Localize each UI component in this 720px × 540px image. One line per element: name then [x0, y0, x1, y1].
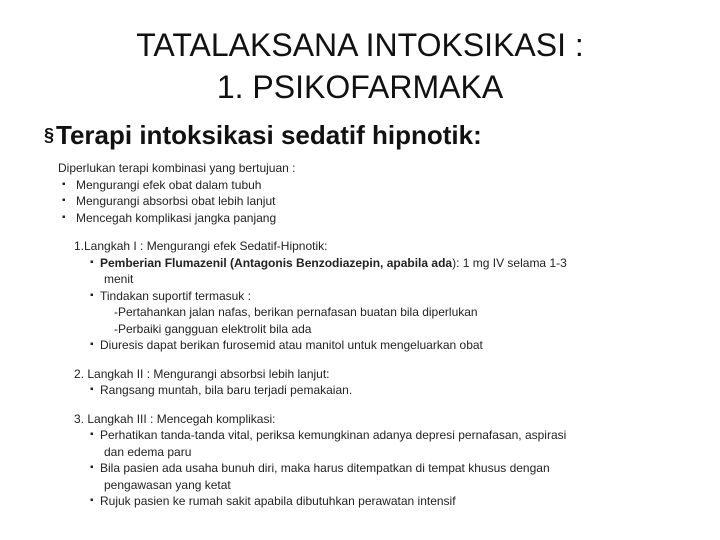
flumazenil-bold-text: Pemberian Flumazenil (Antagonis Benzodiazepin, apabila ada — [100, 255, 453, 270]
step1-sub-item: -Perbaiki gangguan elektrolit bila ada — [114, 321, 312, 336]
intro-item: ▪ Mencegah komplikasi jangka panjang — [58, 210, 618, 227]
step1-heading: 1.Langkah I : Mengurangi efek Sedatif-Hipnotik: — [74, 239, 328, 253]
flumazenil-rest-text: ): 1 mg IV selama 1-3 — [452, 255, 567, 270]
step3-item: ▪ Perhatikan tanda-tanda vital, periksa kemungkinan adanya depresi pernafasan, aspirasi — [58, 427, 618, 444]
subtitle-text: Terapi intoksikasi sedatif hipnotik: — [56, 120, 482, 150]
step1-diuresis: ▪ Diuresis dapat berikan furosemid atau manitol untuk mengeluarkan obat — [58, 337, 618, 354]
step3-item: ▪ Rujuk pasien ke rumah sakit apabila dibutuhkan perawatan intensif — [58, 493, 618, 510]
slide-title — [0, 24, 720, 108]
step3-heading: 3. Langkah III : Mencegah komplikasi: — [74, 411, 276, 426]
step1-suportif: ▪ Tindakan suportif termasuk : — [58, 288, 618, 305]
step3-item-cont: dan edema paru — [104, 444, 192, 459]
step1-flumazenil — [58, 255, 618, 272]
title-line-1: TATALAKSANA INTOKSIKASI : — [136, 27, 584, 63]
intro-item: ▪ Mengurangi absorbsi obat lebih lanjut — [58, 193, 618, 210]
slide-subtitle — [44, 120, 482, 151]
step1-flumazenil-cont: menit — [104, 272, 134, 286]
intro-text: Diperlukan terapi kombinasi yang bertujuan : — [58, 161, 296, 175]
title-line-2: 1. PSIKOFARMAKA — [216, 69, 504, 105]
step2-heading: 2. Langkah II : Mengurangi absorbsi lebih lanjut: — [74, 366, 330, 381]
slide-content — [58, 160, 618, 510]
step1-sub-item: -Pertahankan jalan nafas, berikan pernafasan buatan bila diperlukan — [114, 305, 478, 319]
step3-item-cont: pengawasan yang ketat — [104, 477, 231, 492]
step3-item: ▪ Bila pasien ada usaha bunuh diri, maka harus ditempatkan di tempat khusus dengan — [58, 460, 618, 477]
intro-item: ▪ Mengurangi efek obat dalam tubuh — [58, 177, 618, 194]
section-bullet-icon: § — [44, 125, 55, 145]
step2-item: ▪ Rangsang muntah, bila baru terjadi pemakaian. — [58, 382, 618, 399]
